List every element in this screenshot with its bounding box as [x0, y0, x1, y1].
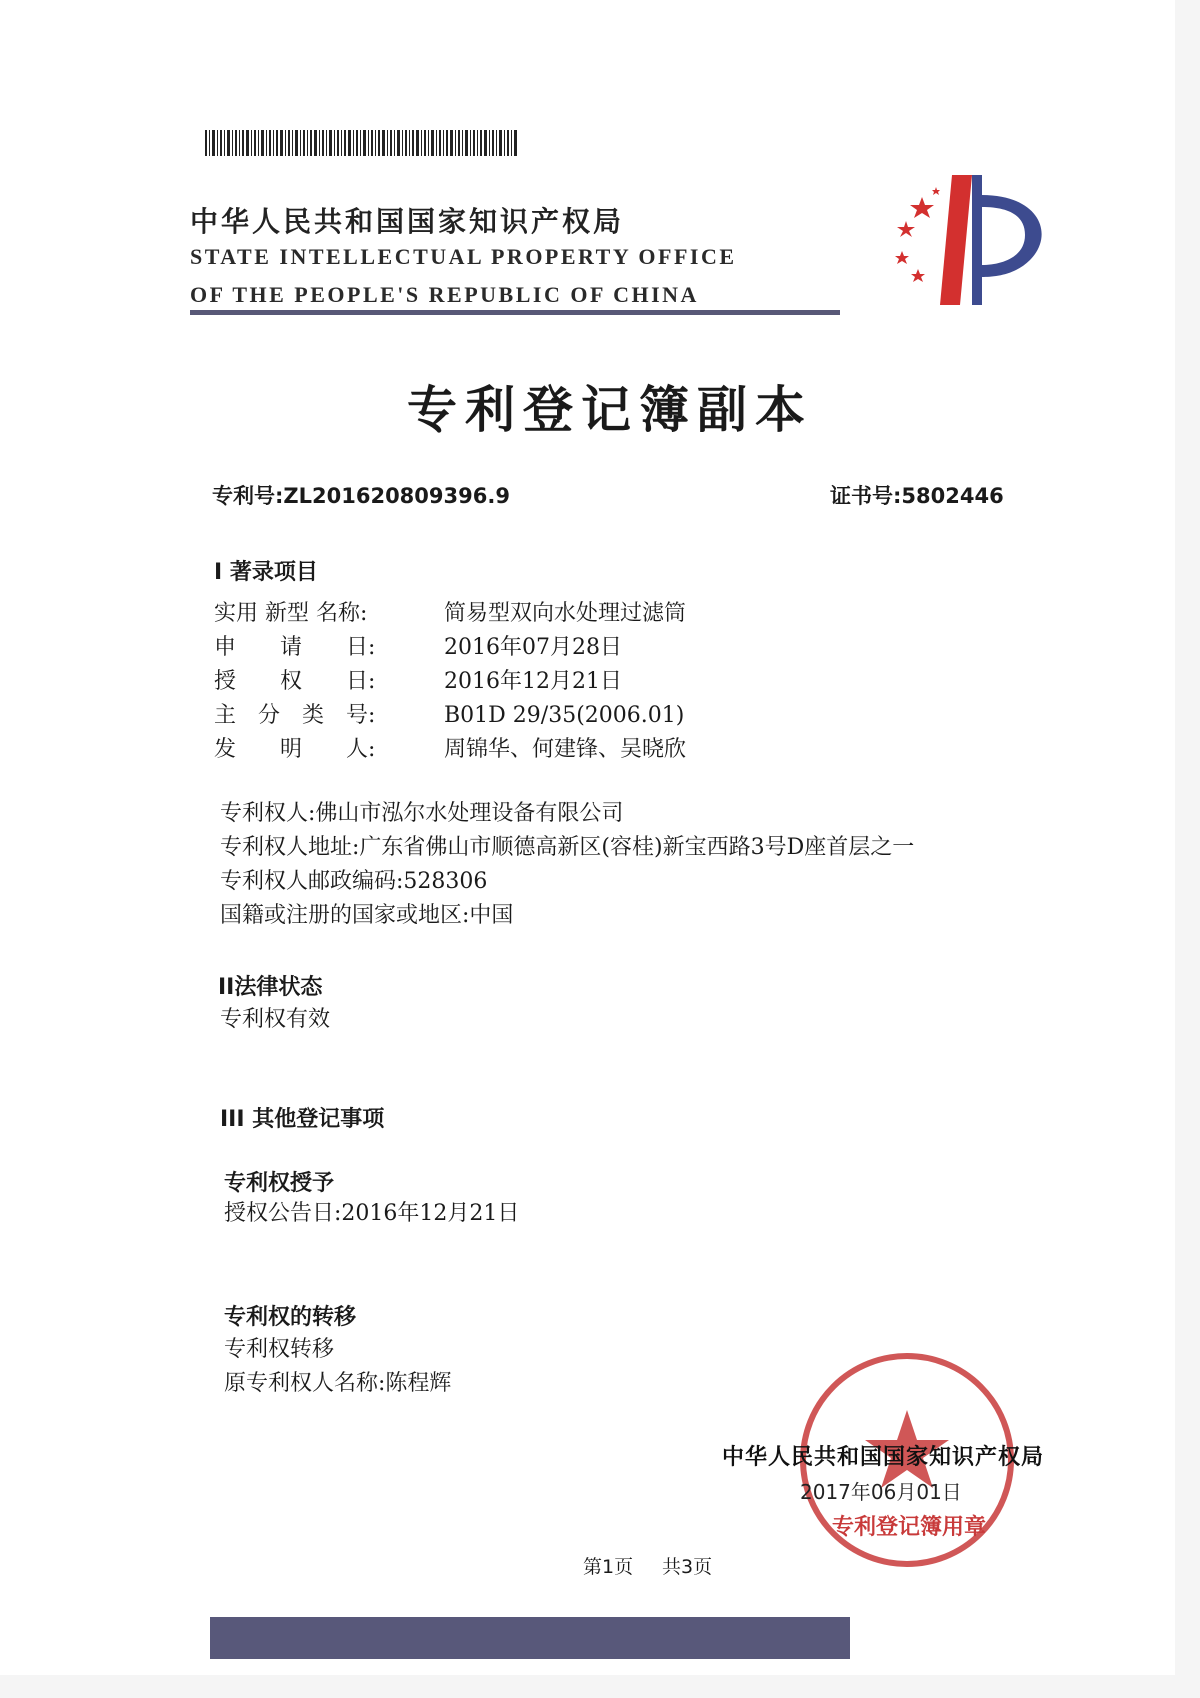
sipo-logo-icon	[880, 165, 1055, 310]
field-value: B01D 29/35(2006.01)	[444, 703, 685, 728]
field-row-inventors	[214, 734, 686, 766]
section-1-heading: I 著录项目	[214, 560, 318, 585]
field-label: 主 分 类 号:	[214, 703, 376, 728]
header-rule	[190, 310, 840, 315]
section-3-heading: III 其他登记事项	[220, 1107, 385, 1132]
transfer-title: 专利权的转移	[224, 1305, 357, 1330]
grant-announcement-date: 授权公告日:2016年12月21日	[224, 1201, 520, 1226]
field-row-classification	[214, 700, 684, 732]
certificate-number: 证书号:5802446	[830, 484, 1004, 508]
barcode	[205, 130, 517, 156]
legal-status: 专利权有效	[220, 1007, 331, 1032]
field-label: 授 权 日:	[214, 669, 376, 694]
patentee-address: 专利权人地址:广东省佛山市顺德高新区(容桂)新宝西路3号D座首层之一	[220, 835, 915, 860]
grant-title: 专利权授予	[224, 1171, 335, 1196]
field-value: 简易型双向水处理过滤筒	[444, 601, 687, 626]
seal-label: 专利登记簿用章	[832, 1515, 987, 1540]
field-row-grant-date	[214, 666, 622, 698]
patentee-postcode: 专利权人邮政编码:528306	[220, 869, 488, 894]
field-label: 申 请 日:	[214, 635, 376, 660]
field-value: 周锦华、何建锋、吴晓欣	[444, 737, 687, 762]
page-total: 共3页	[662, 1556, 713, 1578]
section-2-heading: II法律状态	[218, 975, 323, 1000]
original-patentee: 原专利权人名称:陈程辉	[224, 1371, 452, 1396]
patentee-name: 专利权人:佛山市泓尔水处理设备有限公司	[220, 801, 624, 826]
field-label: 实用 新型 名称:	[214, 601, 368, 626]
transfer-text: 专利权转移	[224, 1337, 335, 1362]
field-value: 2016年12月21日	[444, 669, 622, 694]
field-row-application-date	[214, 632, 622, 664]
patent-number: 专利号:ZL201620809396.9	[212, 484, 510, 508]
field-label: 发 明 人:	[214, 737, 376, 762]
agency-name-cn: 中华人民共和国国家知识产权局	[190, 205, 625, 238]
agency-name-en-line2: OF THE PEOPLE'S REPUBLIC OF CHINA	[190, 282, 699, 307]
agency-name-en-line1: STATE INTELLECTUAL PROPERTY OFFICE	[190, 244, 737, 269]
page-title: 专利登记簿副本	[407, 381, 813, 439]
patentee-country: 国籍或注册的国家或地区:中国	[220, 903, 514, 928]
seal-organization: 中华人民共和国国家知识产权局	[722, 1445, 1045, 1470]
field-value: 2016年07月28日	[444, 635, 622, 660]
field-row-utility-name	[214, 598, 686, 630]
page-number: 第1页	[583, 1556, 634, 1578]
footer-bar	[210, 1617, 850, 1659]
seal-date: 2017年06月01日	[800, 1480, 962, 1504]
